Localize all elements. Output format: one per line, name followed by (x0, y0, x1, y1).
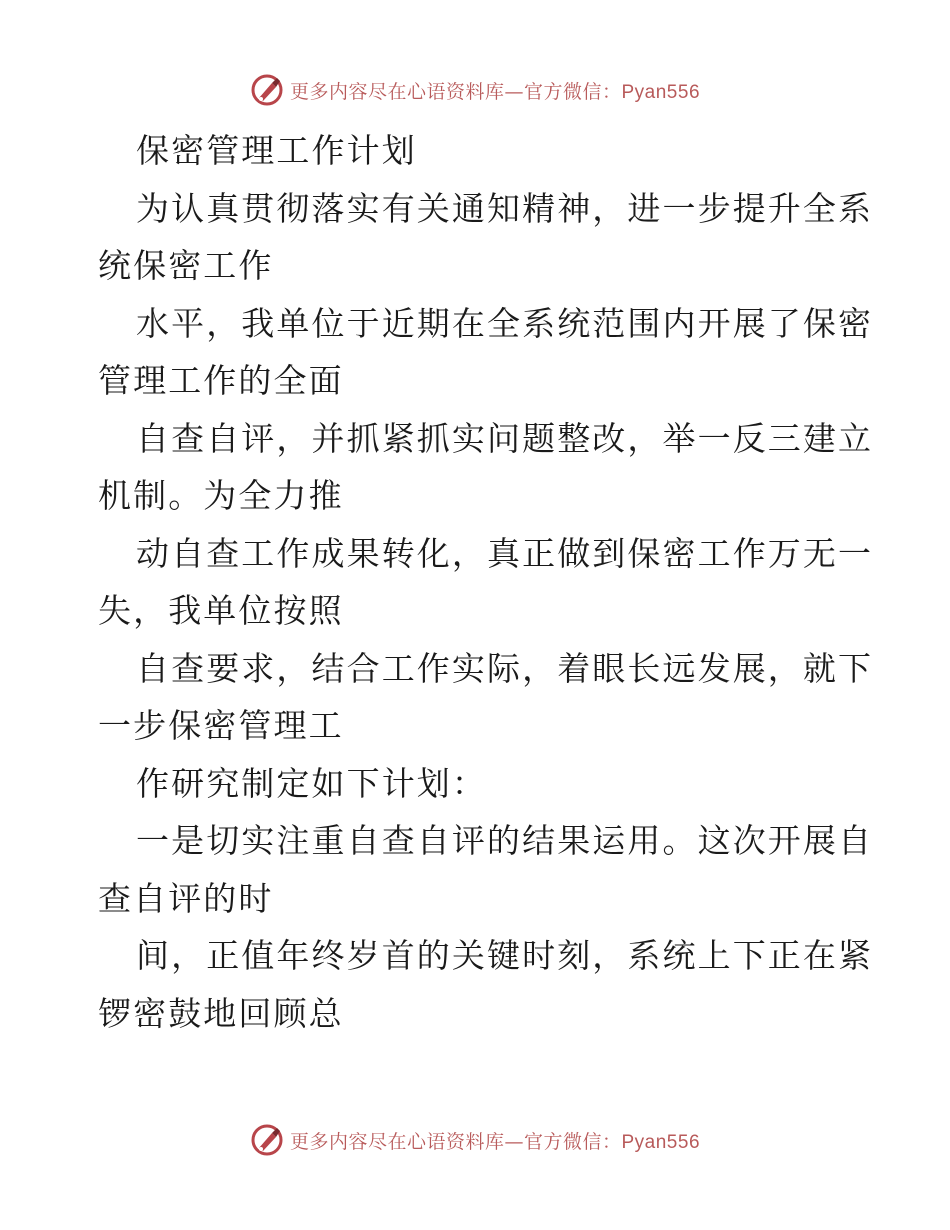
text-line: 为认真贯彻落实有关通知精神，进一步提升全系 (136, 188, 874, 228)
header-banner-text: 更多内容尽在心语资料库—官方微信：Pyan556 (289, 80, 701, 103)
text-line: 查自评的时 (98, 878, 274, 918)
text-line: 作研究制定如下计划： (136, 763, 487, 803)
text-line: 自查自评，并抓紧抓实问题整改，举一反三建立 (136, 418, 874, 458)
pen-logo-icon (250, 1123, 284, 1157)
text-line: 水平，我单位于近期在全系统范围内开展了保密 (136, 303, 874, 343)
text-line: 失，我单位按照 (98, 591, 344, 630)
text-line: 一步保密管理工 (98, 706, 344, 745)
header-wechat-id: Pyan556 (621, 81, 701, 103)
text-line: 锣密鼓地回顾总 (98, 993, 344, 1033)
footer-banner-text: 更多内容尽在心语资料库—官方微信：Pyan556 (289, 1130, 701, 1153)
document-title: 保密管理工作计划 (136, 131, 417, 170)
text-line: 间，正值年终岁首的关键时刻，系统上下正在紧 (136, 936, 874, 975)
text-line: 动自查工作成果转化，真正做到保密工作万无一 (136, 533, 874, 573)
text-line: 机制。为全力推 (98, 476, 344, 515)
text-line: 自查要求，结合工作实际，着眼长远发展，就下 (136, 648, 874, 688)
text-line: 一是切实注重自查自评的结果运用。这次开展自 (136, 821, 874, 860)
footer-banner (0, 1122, 950, 1158)
pen-logo-icon (250, 73, 284, 107)
header-banner (0, 72, 950, 108)
document-body (98, 122, 874, 1042)
text-line: 管理工作的全面 (98, 361, 344, 400)
footer-wechat-id: Pyan556 (621, 1131, 701, 1153)
text-line: 统保密工作 (98, 246, 274, 285)
